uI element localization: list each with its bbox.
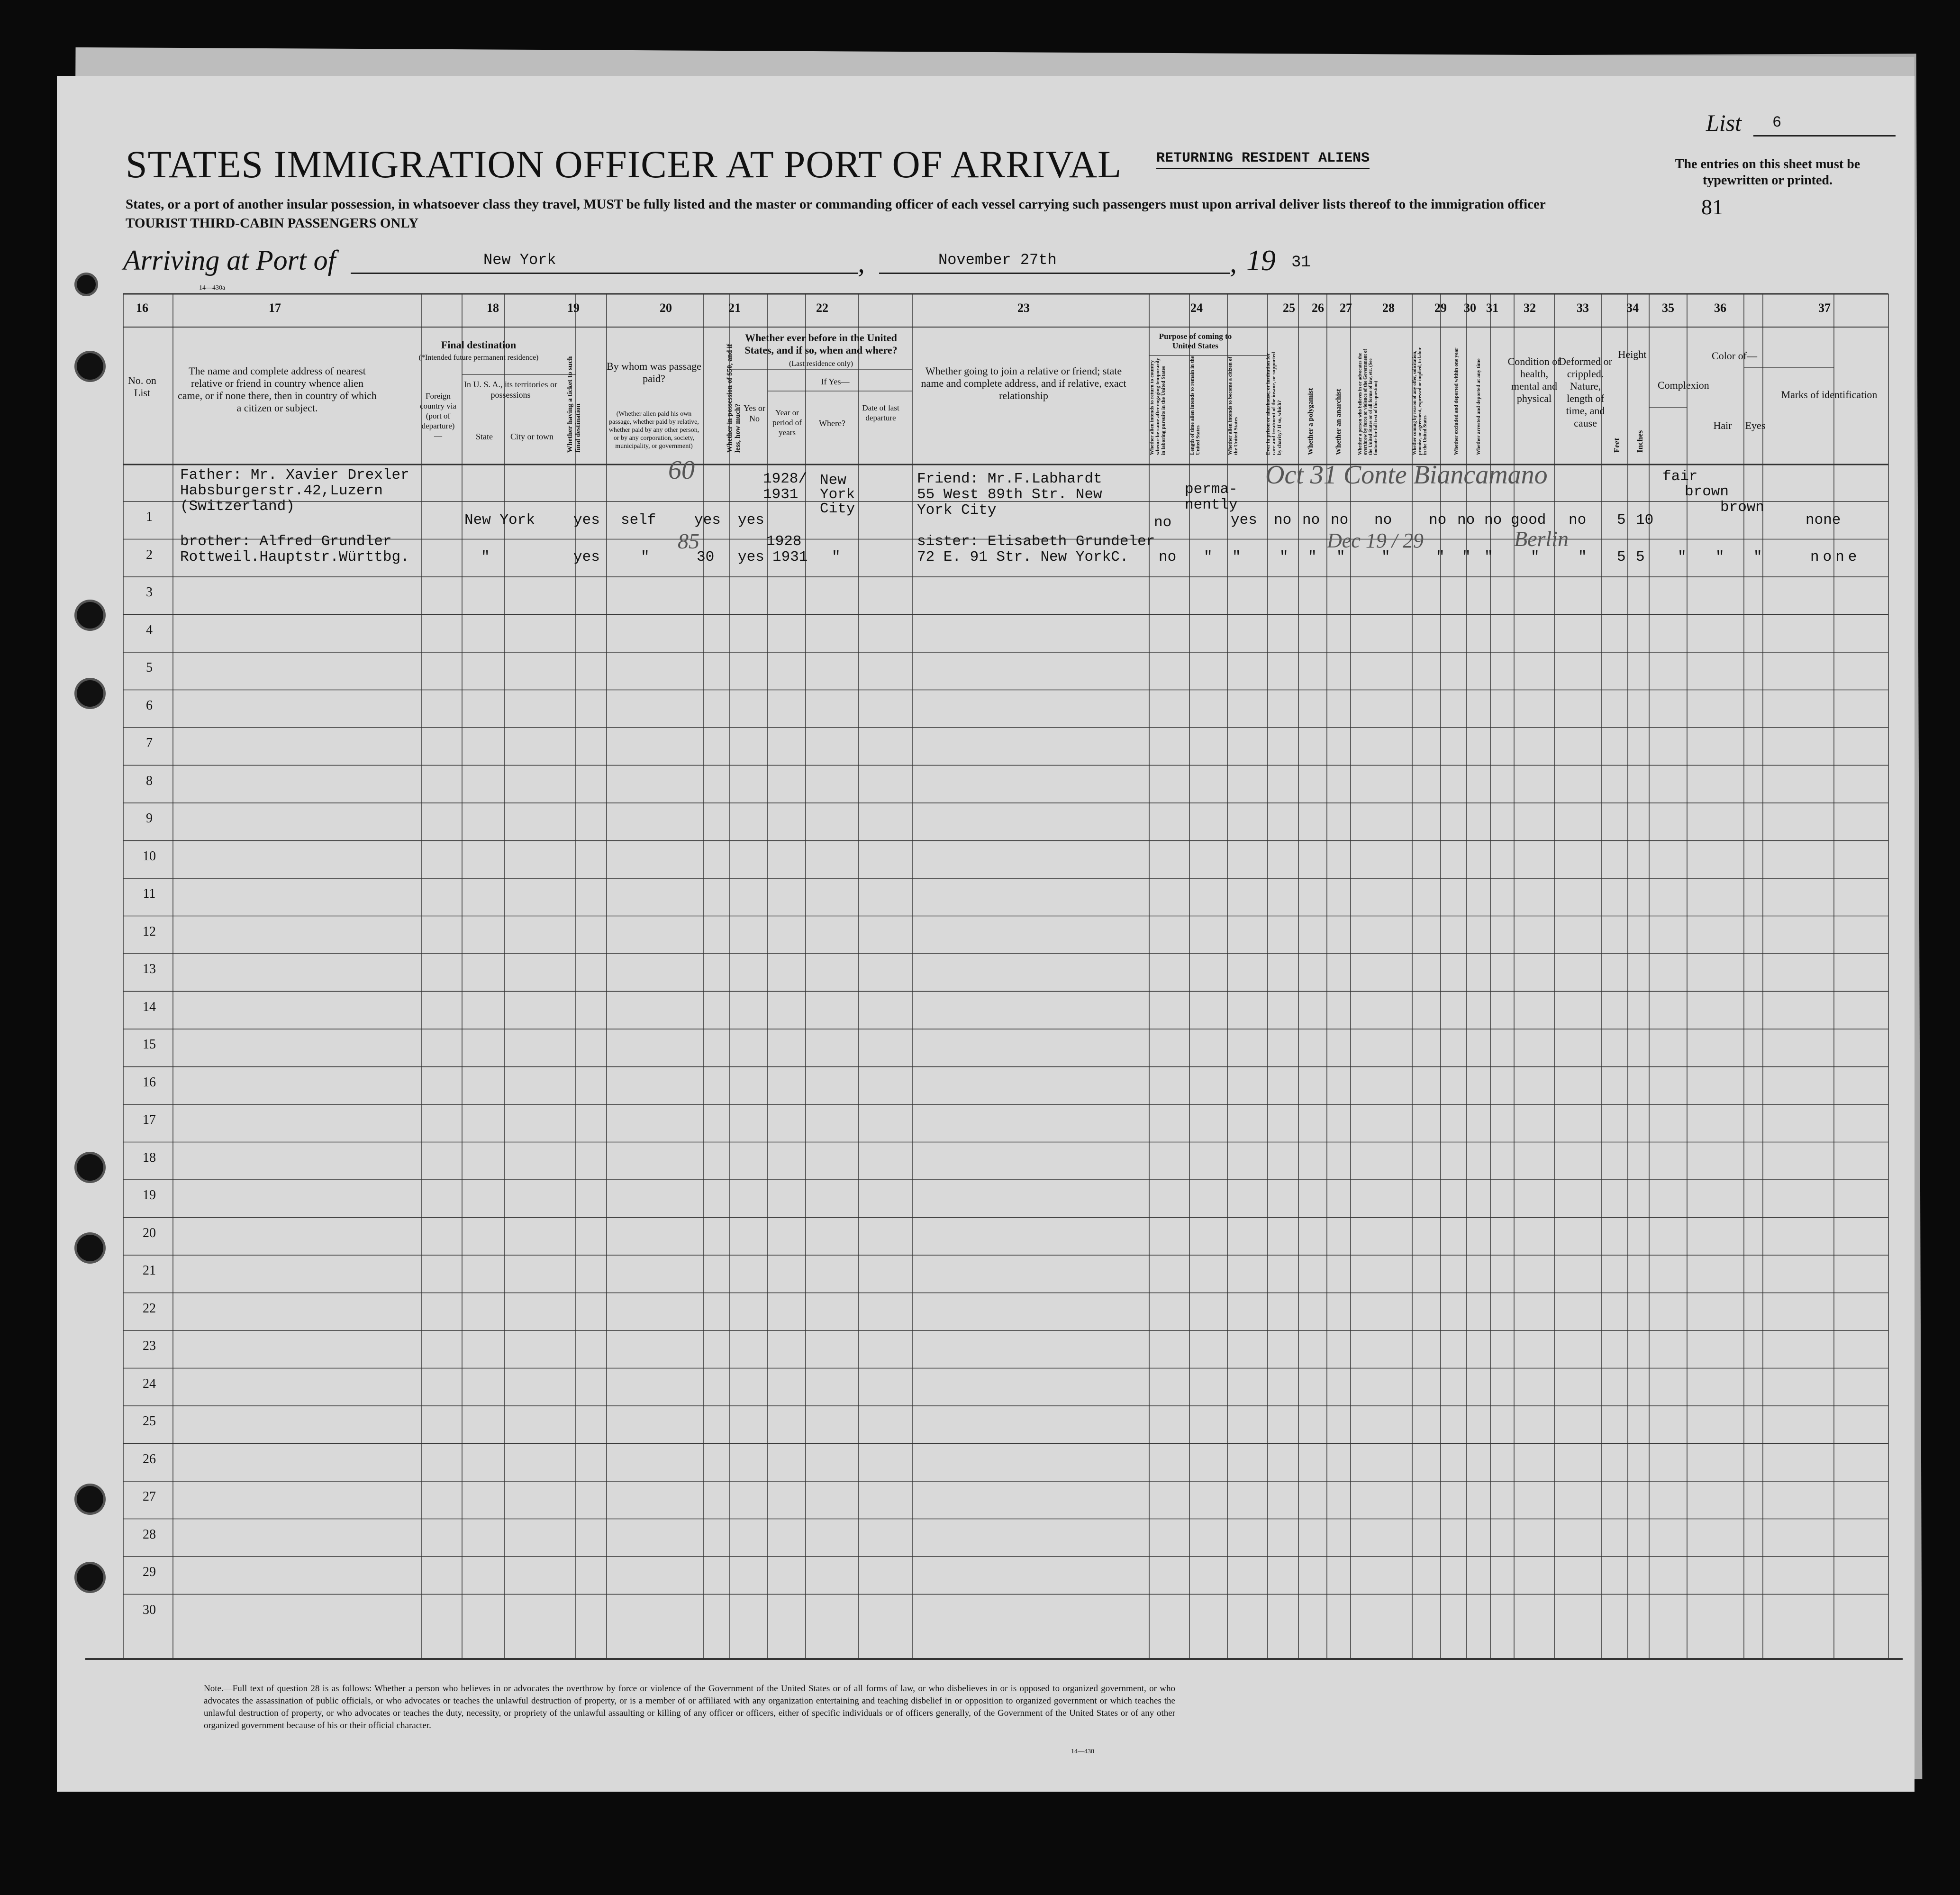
row-number: 2 xyxy=(146,547,153,562)
row2-ticket: yes xyxy=(573,549,600,565)
header-yes-or-no: Yes or No xyxy=(744,403,765,423)
col-num-35: 35 xyxy=(1662,301,1674,315)
row-number: 12 xyxy=(143,924,156,939)
col-num-36: 36 xyxy=(1714,301,1726,315)
header-money: Whether in possession of $50, and if less, how much? xyxy=(726,344,742,453)
row-number: 14 xyxy=(143,999,156,1014)
row-number: 20 xyxy=(143,1225,156,1240)
row2-complexion: " xyxy=(1678,549,1687,565)
row2-anarchist: " xyxy=(1336,549,1345,565)
col-num-27: 27 xyxy=(1340,301,1352,315)
row2-q31: " xyxy=(1484,549,1493,565)
row2-paid-by: " xyxy=(641,549,650,565)
col-num-31: 31 xyxy=(1486,301,1498,315)
row-number: 10 xyxy=(143,848,156,864)
entries-note: The entries on this sheet must be typewritten or printed. xyxy=(1675,157,1860,188)
header-before-in-us: Whether ever before in the United States, and if so, when and where? xyxy=(744,332,898,356)
manifest-sheet xyxy=(57,76,1915,1792)
row-number: 25 xyxy=(143,1414,156,1429)
row2-years-line2: 1931 xyxy=(772,549,808,565)
row2-years-line1: 1928 xyxy=(766,533,802,550)
row2-q30: " xyxy=(1462,549,1471,565)
row-number: 5 xyxy=(146,660,153,675)
header-q29: Whether coming by reason of any offer, solicitation, promise, or agreement, expressed or implied, to labor in the United States xyxy=(1412,347,1428,455)
row2-marks: none xyxy=(1810,549,1861,565)
handwritten-row2-date: Dec 19 / 29 xyxy=(1327,529,1424,552)
row2-eyes: " xyxy=(1753,549,1762,565)
row-number: 29 xyxy=(143,1565,156,1579)
row2-purpose-length: " xyxy=(1204,549,1213,565)
returning-resident-stamp: RETURNING RESIDENT ALIENS xyxy=(1156,150,1370,169)
header-excluded: Whether excluded and deported within one year xyxy=(1453,347,1459,455)
header-no-on-list: No. on List xyxy=(128,374,156,399)
row1-deformed: no xyxy=(1569,512,1587,528)
row1-q29: no xyxy=(1429,512,1447,528)
row1-complexion: fair xyxy=(1662,468,1698,485)
row1-q31: no xyxy=(1484,512,1502,528)
header-color-of: Color of— xyxy=(1712,350,1757,362)
binder-hole xyxy=(77,602,103,629)
col-num-19: 19 xyxy=(567,301,580,315)
col-num-17: 17 xyxy=(269,301,281,315)
header-arrested: Whether arrested and deported at any time xyxy=(1476,358,1481,455)
row-number: 6 xyxy=(146,698,153,713)
row-number: 27 xyxy=(143,1489,156,1504)
row-number: 18 xyxy=(143,1150,156,1165)
row-number: 28 xyxy=(143,1527,156,1542)
handwritten-row2-ship: Berlin xyxy=(1514,527,1569,551)
row2-citizen: " xyxy=(1232,549,1241,565)
header-health: Condition of health, mental and physical xyxy=(1507,355,1561,404)
row1-join-line2: 55 West 89th Str. New xyxy=(917,486,1102,503)
instructions-line-2: TOURIST THIRD-CABIN PASSENGERS ONLY xyxy=(126,216,419,231)
header-complexion: Complexion xyxy=(1658,379,1709,391)
row2-relative-line1: brother: Alfred Grundler xyxy=(180,533,392,550)
instructions-line-1: States, or a port of another insular possession, in whatsoever class they travel, MUST be fully listed and the master or commanding officer of each vessel carrying such passengers must upon arrival deliver lists thereof to the immigration officer xyxy=(126,197,1546,212)
col-num-29: 29 xyxy=(1434,301,1447,315)
binder-hole xyxy=(77,1235,103,1261)
row1-purpose-return: no xyxy=(1154,514,1172,531)
table-grid xyxy=(57,76,1915,1792)
comma: , xyxy=(1230,247,1237,278)
header-feet: Feet xyxy=(1612,437,1621,453)
row1-join-line1: Friend: Mr.F.Labhardt xyxy=(917,471,1102,487)
binder-hole xyxy=(77,275,96,294)
header-prison: Ever in prison or almshouse, or institution for care and treatment of the insane, or supported by charity? If so, which? xyxy=(1265,352,1282,455)
date-value: November 27th xyxy=(938,251,1057,269)
header-hair: Hair xyxy=(1713,419,1732,431)
header-anarchist: Whether an anarchist xyxy=(1335,389,1343,455)
row1-purpose-length-line1: perma- xyxy=(1185,481,1238,498)
row1-marks: none xyxy=(1806,512,1841,528)
row1-before-yes: yes xyxy=(738,512,764,528)
row1-relative-line1: Father: Mr. Xavier Drexler xyxy=(180,467,409,483)
row2-money: 30 xyxy=(697,549,715,565)
header-passage-paid-note: (Whether alien paid his own passage, whether paid by relative, whether paid by any other person, or by any corporation, society, municipality, or government) xyxy=(608,410,699,450)
header-passage-paid: By whom was passage paid? xyxy=(607,360,701,384)
col-num-22: 22 xyxy=(816,301,828,315)
row1-years-line1: 1928/ xyxy=(763,471,808,487)
form-code: 14—430a xyxy=(199,284,226,292)
row-number: 4 xyxy=(146,622,153,638)
row-number: 19 xyxy=(143,1188,156,1203)
row2-feet: 5 xyxy=(1617,549,1626,565)
year-suffix: 31 xyxy=(1291,254,1311,272)
row2-q29: " xyxy=(1436,549,1445,565)
header-purpose-length: Length of time alien intends to remain in the United States xyxy=(1189,356,1201,455)
col-num-28: 28 xyxy=(1382,301,1395,315)
row1-where-line2: York xyxy=(820,486,855,503)
handwritten-row1-ship: Oct 31 Conte Biancamano xyxy=(1265,460,1548,490)
binder-hole xyxy=(77,353,103,380)
header-foreign-country: Foreign country via (port of departure)— xyxy=(420,392,456,440)
row2-before-yes: yes xyxy=(738,549,764,565)
col-num-18: 18 xyxy=(487,301,499,315)
header-date-last-departure: Date of last departure xyxy=(862,403,899,422)
row-number: 17 xyxy=(143,1112,156,1127)
row1-join-line3: York City xyxy=(917,502,997,519)
header-years: Year or period of years xyxy=(772,408,802,437)
row1-relative-line2: Habsburgerstr.42,Luzern xyxy=(180,483,383,499)
row2-state: " xyxy=(481,549,490,565)
header-in-usa: In U. S. A., its territories or possessions xyxy=(464,380,557,400)
row1-anarchist: no xyxy=(1331,512,1349,528)
row1-years-line2: 1931 xyxy=(763,486,799,503)
header-state: State xyxy=(476,432,493,441)
binder-hole xyxy=(77,1564,103,1591)
row2-where: " xyxy=(832,549,841,565)
binder-hole xyxy=(77,1154,103,1181)
header-purpose-citizen: Whether alien intends to become a citizen of the United States xyxy=(1227,356,1239,455)
row-number: 8 xyxy=(146,773,153,788)
header-polygamist: Whether a polygamist xyxy=(1307,388,1315,455)
row-number: 13 xyxy=(143,962,156,976)
header-height: Height xyxy=(1618,348,1647,360)
row1-feet: 5 xyxy=(1617,512,1626,528)
row2-health: " xyxy=(1531,549,1540,565)
row1-purpose-length-line2: nently xyxy=(1185,497,1238,513)
footer-form-code: 14—430 xyxy=(1071,1748,1094,1755)
row1-ticket: yes xyxy=(573,512,600,528)
row2-relative-line2: Rottweil.Hauptstr.Württbg. xyxy=(180,549,409,565)
header-q28: Whether a person who believes in or advocates the overthrow by force or violence of the Government of the United States or of all forms of law, etc. (See footnote for full text of this question) xyxy=(1358,349,1379,455)
comma: , xyxy=(858,247,865,278)
arriving-label: Arriving at Port of xyxy=(123,245,336,276)
row1-polygamist: no xyxy=(1302,512,1320,528)
row2-q28: " xyxy=(1381,549,1390,565)
row1-relative-line3: (Switzerland) xyxy=(180,498,295,515)
header-deformed: Deformed or crippled. Nature, length of time, and cause xyxy=(1558,355,1612,429)
row-number: 1 xyxy=(146,510,153,524)
header-purpose-return: Whether alien intends to return to country whence he came after engaging temporarily in laboring pursuits in the United States xyxy=(1149,358,1166,455)
row1-q30: no xyxy=(1457,512,1475,528)
row-number: 30 xyxy=(143,1602,156,1617)
col-num-33: 33 xyxy=(1577,301,1589,315)
row1-inches: 10 xyxy=(1636,512,1654,528)
row1-eyes: brown xyxy=(1720,499,1765,516)
header-where: Where? xyxy=(819,419,845,428)
handwritten-row2-money: 85 xyxy=(678,529,699,553)
row1-prison: no xyxy=(1274,512,1292,528)
col-num-16: 16 xyxy=(136,301,148,315)
port-value: New York xyxy=(483,251,556,269)
list-label: List xyxy=(1706,109,1742,136)
row-number: 9 xyxy=(146,811,153,826)
header-marks: Marks of identification xyxy=(1781,389,1878,401)
header-eyes: Eyes xyxy=(1745,419,1766,431)
header-ticket: Whether having a ticket to such final destination xyxy=(566,356,582,453)
row-number: 21 xyxy=(143,1263,156,1278)
col-num-32: 32 xyxy=(1524,301,1536,315)
header-last-residence-note: (Last residence only) xyxy=(789,360,853,368)
row-number: 24 xyxy=(143,1376,156,1391)
header-final-destination: Final destination xyxy=(441,339,517,351)
row1-money: yes xyxy=(694,512,721,528)
row-number: 3 xyxy=(146,585,153,600)
sheet-number: 81 xyxy=(1701,195,1723,219)
row-number: 16 xyxy=(143,1075,156,1090)
col-num-30: 30 xyxy=(1464,301,1476,315)
header-city-or-town: City or town xyxy=(510,432,554,441)
col-num-20: 20 xyxy=(660,301,672,315)
row2-join-line2: 72 E. 91 Str. New YorkC. xyxy=(917,549,1129,565)
col-num-23: 23 xyxy=(1017,301,1030,315)
header-purpose: Purpose of coming to United States xyxy=(1159,332,1232,350)
row-number: 22 xyxy=(143,1301,156,1316)
header-final-destination-note: (*Intended future permanent residence) xyxy=(418,354,539,362)
row2-inches: 5 xyxy=(1636,549,1645,565)
page-title: STATES IMMIGRATION OFFICER AT PORT OF ARRIVAL xyxy=(126,143,1122,186)
row2-deformed: " xyxy=(1578,549,1587,565)
handwritten-row1-money: 60 xyxy=(668,456,695,485)
row1-paid-by: self xyxy=(621,512,656,528)
col-num-21: 21 xyxy=(728,301,741,315)
row1-where-line1: New xyxy=(820,472,846,489)
list-number: 6 xyxy=(1772,114,1782,131)
row-number: 26 xyxy=(143,1451,156,1467)
col-num-34: 34 xyxy=(1626,301,1639,315)
footnote-question-28: Note.—Full text of question 28 is as follows: Whether a person who believes in or advocates the overthrow by force or violence of the Government of the United States or of all forms of law, or who disbelieves in or is opposed to organized government, or who advocates the assassination of public officials, or who advocates or teaches the unlawful destruction of property, or is a member of or affiliated with any organization entertaining and teaching disbelief in or opposition to organized government or which teaches the unlawful destruction of property, or who advocates or teaches the duty, necessity, or propriety of the unlawful assaulting or killing of any officer or officers, either of specific individuals or of officers generally, of the Government of the United States or of any other organized government because of his or their official character. xyxy=(204,1684,1175,1731)
header-join-relative: Whether going to join a relative or friend; state name and complete address, and if relative, exact relationship xyxy=(921,365,1126,401)
row-number: 23 xyxy=(143,1339,156,1353)
row-number: 15 xyxy=(143,1037,156,1052)
row1-hair: brown xyxy=(1685,483,1729,500)
row-number: 7 xyxy=(146,736,153,750)
row1-q28: no xyxy=(1374,512,1392,528)
row1-citizen: yes xyxy=(1231,512,1257,528)
row2-polygamist: " xyxy=(1308,549,1317,565)
binder-hole xyxy=(77,1486,103,1512)
row1-state: New York xyxy=(464,512,535,528)
header-nearest-relative: The name and complete address of nearest relative or friend in country whence alien came, or if none there, then in country of which a citizen or subject. xyxy=(178,365,377,414)
col-num-37: 37 xyxy=(1818,301,1831,315)
col-num-24: 24 xyxy=(1190,301,1203,315)
row2-prison: " xyxy=(1279,549,1289,565)
header-inches: Inches xyxy=(1635,430,1644,453)
col-num-25: 25 xyxy=(1283,301,1295,315)
year-prefix: 19 xyxy=(1246,245,1276,277)
binder-hole xyxy=(77,680,103,707)
row2-hair: " xyxy=(1715,549,1724,565)
row2-purpose-return: no xyxy=(1159,549,1177,565)
row-number: 11 xyxy=(143,886,156,901)
col-num-26: 26 xyxy=(1312,301,1324,315)
row1-health: good xyxy=(1511,512,1546,528)
header-if-yes: If Yes— xyxy=(821,377,850,386)
row1-where-line3: City xyxy=(820,501,855,517)
row2-join-line1: sister: Elisabeth Grundeler xyxy=(917,533,1155,550)
